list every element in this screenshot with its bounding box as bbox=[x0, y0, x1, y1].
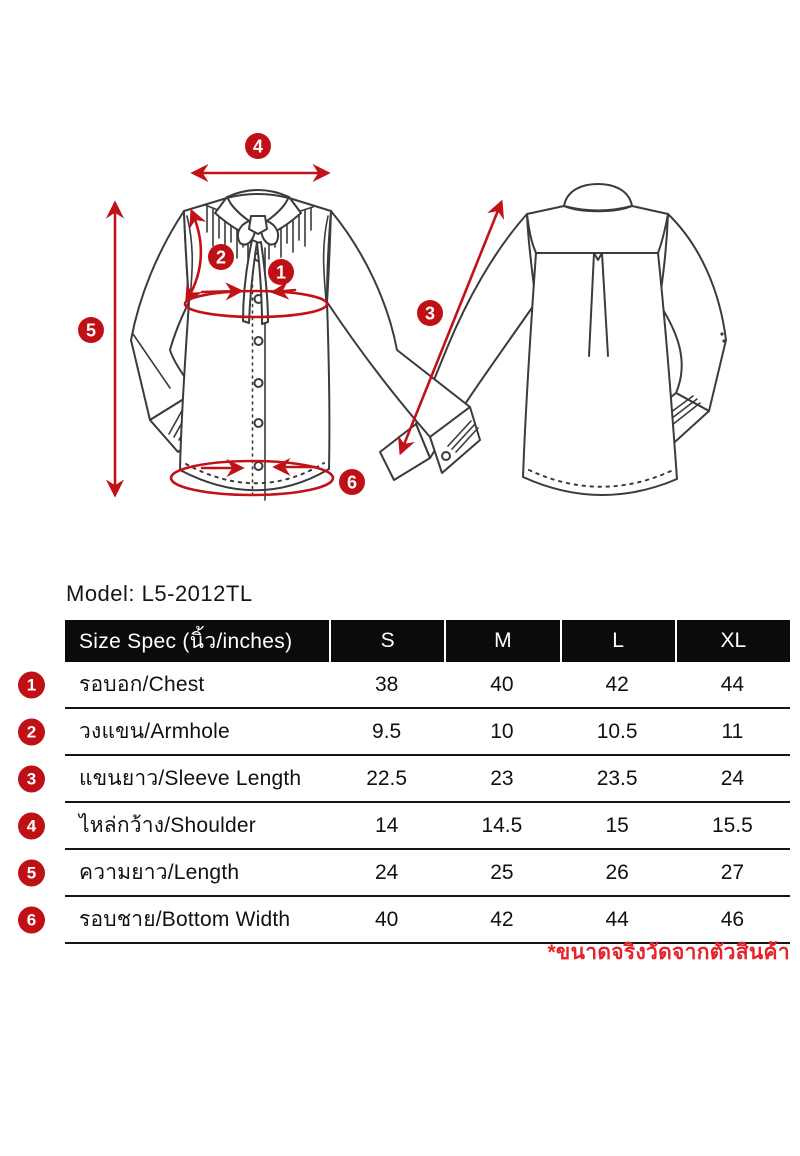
cell-value: 10 bbox=[490, 719, 514, 743]
row-label: แขนยาว/Sleeve Length bbox=[79, 767, 302, 790]
front-right-sleeve bbox=[327, 211, 470, 437]
table-header-row bbox=[65, 620, 790, 662]
cell-value: 10.5 bbox=[596, 719, 638, 743]
callout-6 bbox=[339, 469, 365, 495]
table-row-armhole bbox=[26, 709, 790, 756]
cell-value: 9.5 bbox=[372, 719, 402, 743]
row-number-badge: 4 bbox=[18, 812, 45, 839]
table-header-size-xl: XL bbox=[675, 620, 790, 662]
cell-value: 44 bbox=[720, 672, 745, 696]
table-header-size-m: M bbox=[444, 620, 559, 662]
svg-text:3: 3 bbox=[424, 303, 436, 324]
back-elbow-dot bbox=[722, 339, 725, 342]
callout-2 bbox=[208, 244, 234, 270]
table-row-sleeve-length bbox=[26, 756, 790, 803]
front-right-cuff-button bbox=[442, 452, 450, 460]
cell-value: 23 bbox=[490, 766, 514, 790]
chest-arrow-left bbox=[202, 291, 240, 292]
back-elbow-dot bbox=[720, 332, 723, 335]
row-number-badge: 2 bbox=[18, 718, 45, 745]
callout-5 bbox=[78, 317, 104, 343]
svg-text:5: 5 bbox=[85, 320, 97, 341]
svg-text:6: 6 bbox=[346, 472, 358, 493]
row-number-badge: 1 bbox=[18, 671, 45, 698]
cell-value: 22.5 bbox=[366, 766, 408, 790]
cell-value: 40 bbox=[490, 672, 514, 696]
table-row-chest bbox=[26, 662, 790, 709]
svg-text:4: 4 bbox=[252, 136, 264, 157]
cell-value: 38 bbox=[374, 672, 399, 696]
row-label: วงแขน/Armhole bbox=[79, 720, 230, 743]
row-label: รอบอก/Chest bbox=[79, 673, 205, 696]
table-header-size-s: S bbox=[329, 620, 444, 662]
row-label: ไหล่กว้าง/Shoulder bbox=[79, 814, 256, 837]
row-label: ความยาว/Length bbox=[79, 861, 240, 884]
back-collar bbox=[564, 184, 632, 206]
cell-value: 24 bbox=[374, 860, 399, 884]
cell-value: 26 bbox=[605, 860, 629, 884]
row-label: รอบชาย/Bottom Width bbox=[79, 908, 291, 931]
cell-value: 15.5 bbox=[711, 813, 753, 837]
callout-4 bbox=[245, 133, 271, 159]
row-number-badge: 5 bbox=[18, 859, 45, 886]
cell-value: 25 bbox=[490, 860, 514, 884]
model-label: Model: L5-2012TL bbox=[66, 581, 253, 606]
bow-knot bbox=[249, 216, 267, 234]
svg-text:1: 1 bbox=[275, 262, 287, 283]
cell-value: 40 bbox=[374, 907, 399, 931]
cell-value: 15 bbox=[605, 813, 629, 837]
cell-value: 14 bbox=[374, 813, 399, 837]
back-body bbox=[523, 206, 677, 495]
measurement-footnote: *ขนาดจริงวัดจากตัวสินค้า bbox=[547, 941, 790, 964]
cell-value: 27 bbox=[720, 860, 745, 884]
cell-value: 42 bbox=[605, 672, 629, 696]
table-header-label: Size Spec (นิ้ว/inches) bbox=[79, 629, 293, 653]
cell-value: 23.5 bbox=[596, 766, 638, 790]
table-row-shoulder bbox=[26, 803, 790, 850]
table-row-length bbox=[26, 850, 790, 897]
row-number-badge: 3 bbox=[18, 765, 45, 792]
size-spec-table bbox=[26, 620, 790, 944]
cell-value: 14.5 bbox=[481, 813, 523, 837]
row-number-badge: 6 bbox=[18, 906, 45, 933]
svg-text:2: 2 bbox=[215, 247, 227, 268]
cell-value: 42 bbox=[490, 907, 514, 931]
cell-value: 11 bbox=[721, 719, 744, 743]
blouse-back-view bbox=[380, 184, 726, 495]
cell-value: 46 bbox=[720, 907, 745, 931]
table-header-size-l: L bbox=[560, 620, 675, 662]
callout-3 bbox=[417, 300, 443, 326]
cell-value: 44 bbox=[605, 907, 629, 931]
callout-1 bbox=[268, 259, 294, 285]
size-diagram bbox=[0, 0, 800, 560]
cell-value: 24 bbox=[720, 766, 745, 790]
